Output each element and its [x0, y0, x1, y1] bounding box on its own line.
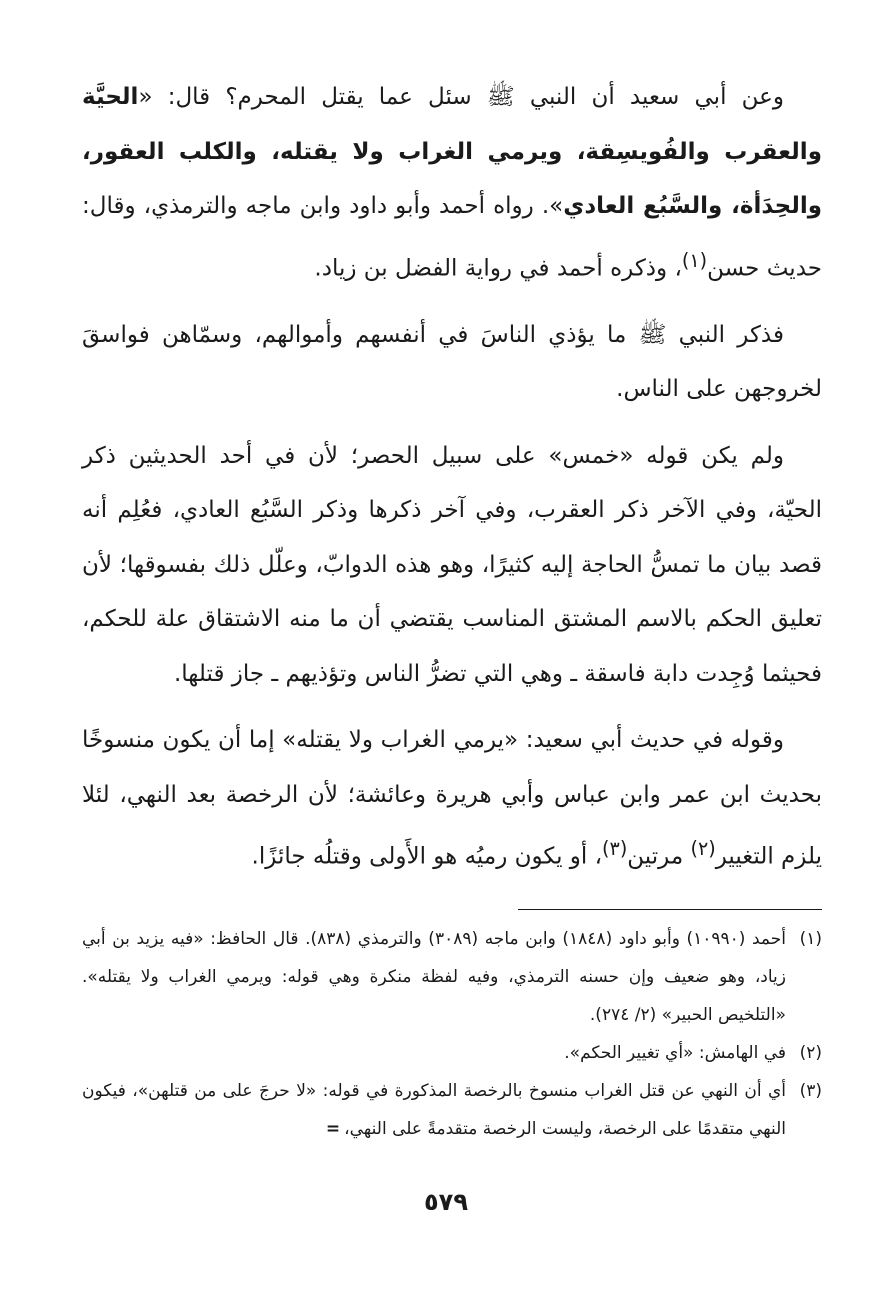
footnote-text: أحمد (١٠٩٩٠) وأبو داود (١٨٤٨) وابن ماجه (٣٠٨٩) والترمذي (٨٣٨). قال الحافظ: «فيه يزيد بن أبي زياد، وهو ضعيف وإن حسنه الترمذي، وفيه لفظة منكرة وهي قوله: ويرمي الغراب ولا يقتله». «التلخيص الحبير» (٢/ ٢٧٤). [82, 929, 786, 1025]
footnote-separator [518, 909, 822, 910]
footnote-3 [82, 1072, 822, 1148]
footnote-1 [82, 920, 822, 1034]
paragraph-3: ولم يكن قوله «خمس» على سبيل الحصر؛ لأن في أحد الحديثين ذكر الحيّة، وفي الآخر ذكر العقرب، وفي آخر ذكرها وذكر السَّبُع العادي، فعُلِم أنه قصد بيان ما تمسُّ الحاجة إليه كثيرًا، وهو هذه الدوابّ، وعلّل ذلك بفسوقها؛ لأن تعليق الحكم بالاسم المشتق المناسب يقتضي أن ما منه الاشتقاق علة للحكم، فحيثما وُجِدت دابة فاسقة ـ وهي التي تضرُّ الناس وتؤذيهم ـ جاز قتلها. [82, 442, 822, 687]
page-number: ٥٧٩ [424, 1188, 468, 1216]
footnote-ref-1[interactable]: (١) [681, 248, 708, 272]
paragraph-1 [82, 70, 822, 296]
paragraph-4-start: وقوله في حديث أبي سعيد: «يرمي الغراب ولا يقتله» إما أن يكون منسوخًا بحديث ابن عمر وابن عباس وأبي هريرة وعائشة؛ لأن الرخصة بعد النهي، لئلا يلزم التغيير [82, 727, 822, 870]
continuation-mark: = [325, 1119, 341, 1139]
footnote-ref-3[interactable]: (٣) [602, 837, 628, 861]
paragraph-4-end: ، أو يكون رميُه هو الأَولى وقتلُه جائزًا. [251, 843, 603, 870]
footnotes [82, 920, 822, 1148]
paragraph-1-end: ، وذكره أحمد في رواية الفضل بن زياد. [314, 255, 682, 282]
main-text [82, 70, 822, 896]
footnote-number: (٢) [799, 1043, 822, 1063]
paragraph-4-mid: مرتين [627, 843, 691, 870]
footnote-number: (١) [799, 929, 822, 949]
paragraph-2: فذكر النبي ﷺ ما يؤذي الناسَ في أنفسهم وأموالهم، وسمّاهن فواسقَ لخروجهن على الناس. [82, 321, 822, 403]
paragraph-4 [82, 713, 822, 884]
footnote-text [82, 1072, 786, 1148]
paragraph-1-source: ». رواه أحمد وأبو داود وابن ماجه والترمذي، وقال: حديث حسن [82, 193, 822, 282]
footnote-number: (٣) [799, 1081, 822, 1101]
hadith-quote: الحيَّة والعقرب والفُويسِقة، ويرمي الغراب ولا يقتله، والكلب العقور، والحِدَأة، والسَّبُع العادي [82, 84, 823, 219]
footnote-text: في الهامش: «أي تغيير الحكم». [564, 1043, 786, 1063]
paragraph-1-intro: وعن أبي سعيد أن النبي ﷺ سئل عما يقتل المحرم؟ قال: « [138, 84, 784, 110]
footnote-3-body: أي أن النهي عن قتل الغراب منسوخ بالرخصة المذكورة في قوله: «لا حرجَ على من قتلهن»، فيكون النهي متقدمًا على الرخصة، وليست الرخصة متقدمةً على النهي، [82, 1081, 786, 1139]
footnote-2 [82, 1034, 822, 1072]
footnote-ref-2[interactable]: (٢) [690, 837, 716, 861]
